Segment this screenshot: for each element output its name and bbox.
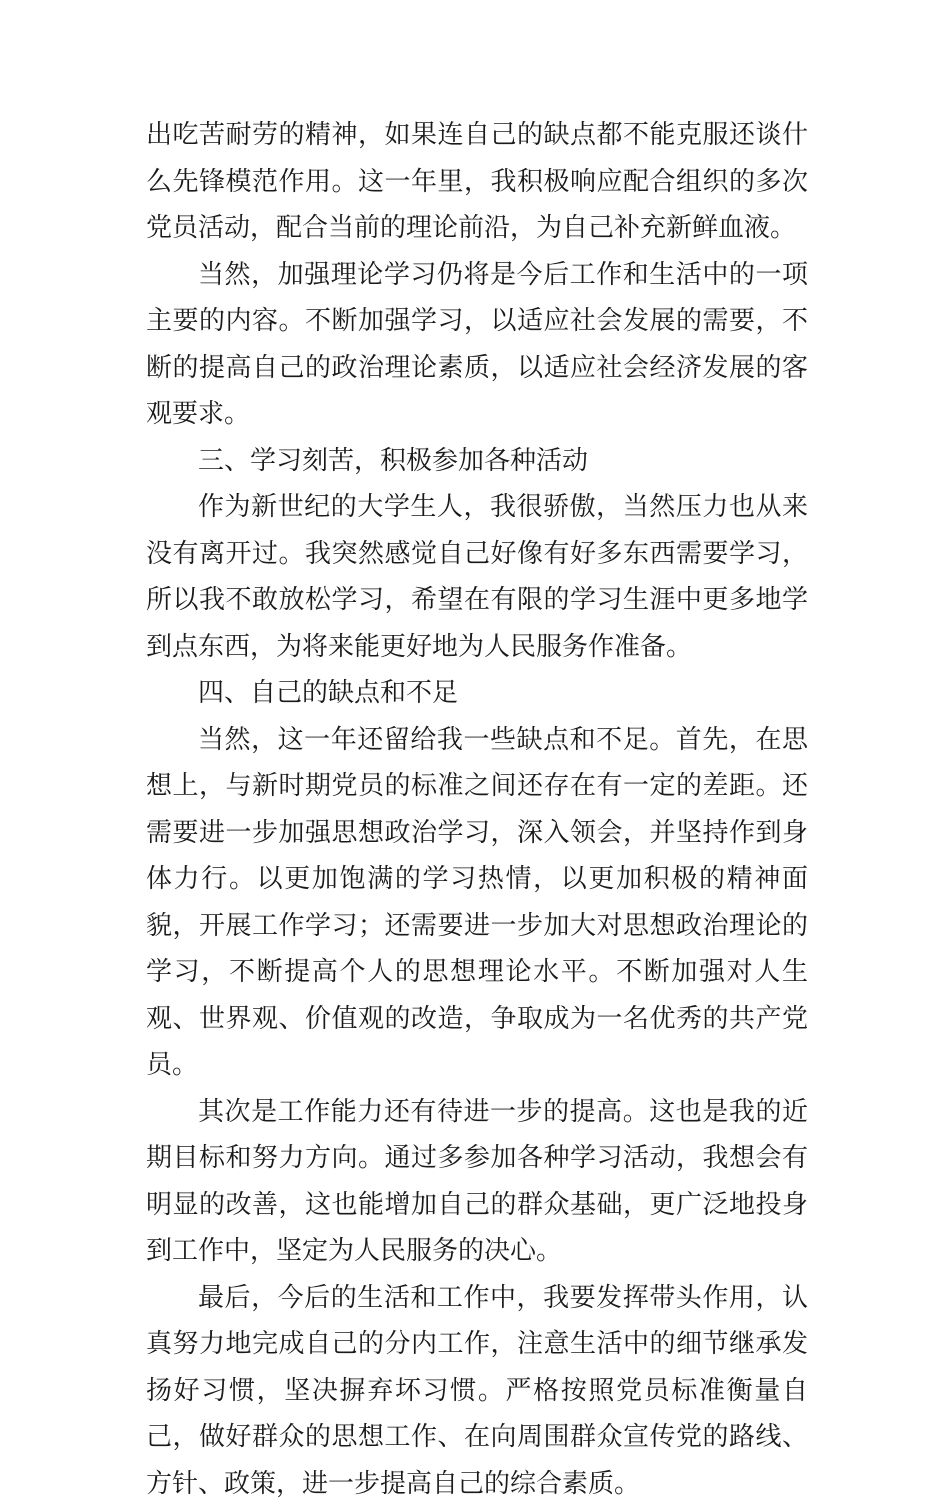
paragraph-university-student: 作为新世纪的大学生人，我很骄傲，当然压力也从来没有离开过。我突然感觉自己好像有好多东西需要学习，所以我不敢放松学习，希望在有限的学习生涯中更多地学到点东西，为将来能更好地为人民服务作准备。 [146,484,808,670]
section-heading-study-hard: 三、学习刻苦，积极参加各种活动 [146,438,808,485]
paragraph-finally: 最后，今后的生活和工作中，我要发挥带头作用，认真努力地完成自己的分内工作，注意生活中的细节继承发扬好习惯，坚决摒弃坏习惯。严格按照党员标准衡量自己，做好群众的思想工作、在向周围群众宣传党的路线、方针、政策，进一步提高自己的综合素质。 [146,1275,808,1507]
paragraph-work-ability: 其次是工作能力还有待进一步的提高。这也是我的近期目标和努力方向。通过多参加各种学习活动，我想会有明显的改善，这也能增加自己的群众基础，更广泛地投身到工作中，坚定为人民服务的决心。 [146,1089,808,1275]
paragraph-continuation: 出吃苦耐劳的精神，如果连自己的缺点都不能克服还谈什么先锋模范作用。这一年里，我积极响应配合组织的多次党员活动，配合当前的理论前沿，为自己补充新鲜血液。 [146,112,808,252]
section-heading-shortcomings: 四、自己的缺点和不足 [146,670,808,717]
paragraph-theory-study: 当然，加强理论学习仍将是今后工作和生活中的一项主要的内容。不断加强学习，以适应社会发展的需要，不断的提高自己的政治理论素质，以适应社会经济发展的客观要求。 [146,252,808,438]
paragraph-shortcomings: 当然，这一年还留给我一些缺点和不足。首先，在思想上，与新时期党员的标准之间还存在有一定的差距。还需要进一步加强思想政治学习，深入领会，并坚持作到身体力行。以更加饱满的学习热情，以更加积极的精神面貌，开展工作学习；还需要进一步加大对思想政治理论的学习，不断提高个人的思想理论水平。不断加强对人生观、世界观、价值观的改造，争取成为一名优秀的共产党员。 [146,717,808,1089]
document-body [146,112,808,1507]
